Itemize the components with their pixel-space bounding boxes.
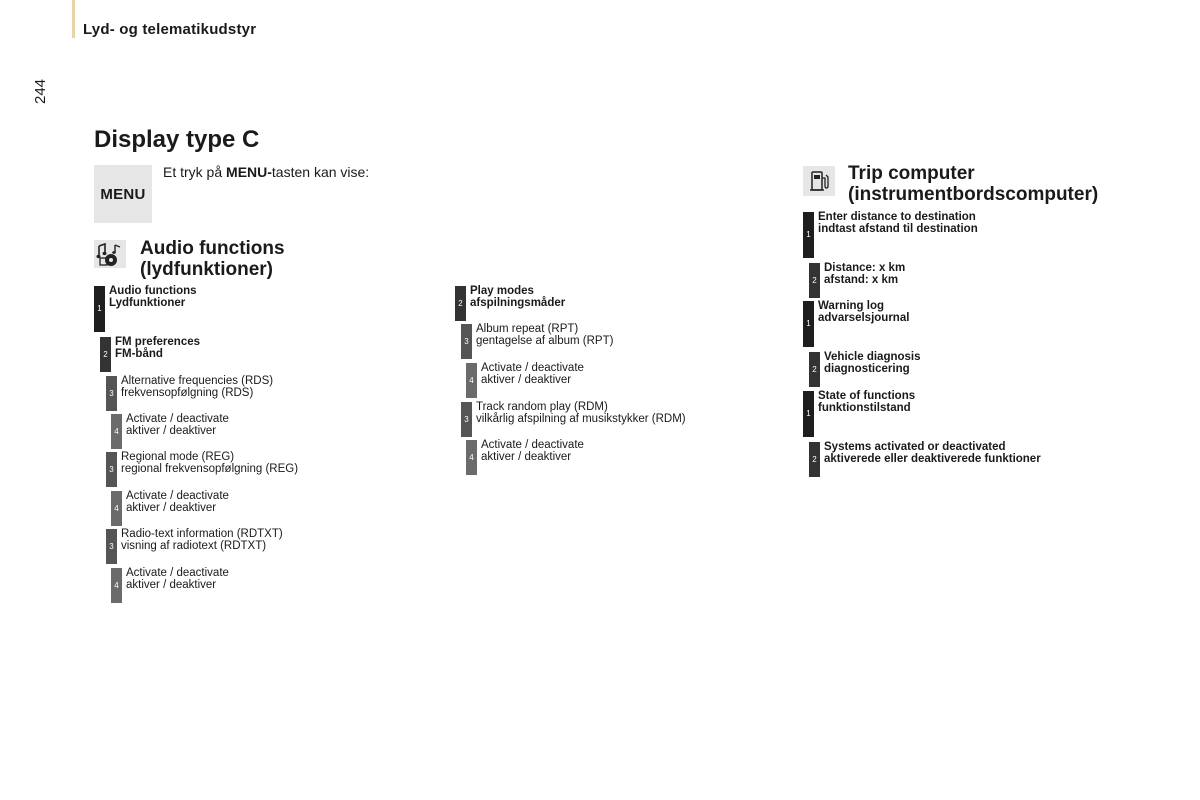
audio-functions-title (140, 238, 285, 280)
entry-label-da: aktiver / deaktiver (126, 425, 217, 437)
level-marker: 3 (106, 529, 117, 564)
menu-entry (106, 376, 273, 411)
menu-entry (809, 442, 1041, 477)
entry-label-en: Distance: x km (824, 262, 906, 274)
trip-computer-title (848, 163, 1098, 205)
entry-label-en: Warning log (818, 300, 885, 312)
entry-label-en: Regional mode (REG) (121, 451, 235, 463)
trip-title-line1: Trip computer (848, 163, 975, 184)
menu-entry (466, 363, 584, 398)
menu-entry (809, 263, 905, 298)
menu-entry (111, 414, 229, 449)
menu-entry (803, 391, 915, 437)
entry-label-da: FM-bånd (115, 348, 163, 360)
entry-label-en: Activate / deactivate (481, 362, 584, 374)
entry-label-en: Audio functions (109, 285, 197, 297)
menu-entry (106, 452, 298, 487)
menu-intro-before: Et tryk på (163, 164, 227, 180)
menu-entry (111, 568, 229, 603)
entry-label-en: Enter distance to destination (818, 211, 976, 223)
entry-label-da: diagnosticering (824, 363, 910, 375)
level-marker: 1 (803, 212, 814, 258)
entry-label-da: visning af radiotext (RDTXT) (121, 540, 267, 552)
level-marker: 4 (466, 440, 477, 475)
menu-intro-bold: MENU- (226, 164, 272, 180)
entry-label-da: regional frekvensopfølgning (REG) (121, 463, 299, 475)
music-note-disc-icon (94, 240, 126, 268)
entry-label-en: Activate / deactivate (126, 413, 229, 425)
entry-label-en: FM preferences (115, 336, 201, 348)
entry-label-da: aktiverede eller deaktiverede funktioner (824, 453, 1041, 465)
entry-label-en: Vehicle diagnosis (824, 351, 921, 363)
menu-entry (111, 491, 229, 526)
page-title: Display type C (94, 126, 260, 153)
menu-entry (466, 440, 584, 475)
menu-intro-text (163, 164, 369, 180)
entry-label-da: aktiver / deaktiver (481, 374, 572, 386)
entry-label-da: aktiver / deaktiver (126, 579, 217, 591)
level-marker: 1 (94, 286, 105, 332)
level-marker: 3 (461, 324, 472, 359)
entry-label-da: frekvensopfølgning (RDS) (121, 387, 254, 399)
level-marker: 1 (803, 301, 814, 347)
entry-label-da: aktiver / deaktiver (126, 502, 217, 514)
menu-entry (461, 402, 686, 437)
menu-key-label: MENU (100, 185, 146, 203)
entry-label-en: Systems activated or deactivated (824, 441, 1006, 453)
level-marker: 4 (111, 568, 122, 603)
audio-title-line1: Audio functions (140, 238, 285, 259)
fuel-pump-icon (803, 166, 835, 196)
page-number: 244 (32, 78, 49, 104)
entry-label-en: Activate / deactivate (481, 439, 584, 451)
menu-entry (809, 352, 921, 387)
menu-entry (100, 337, 200, 372)
entry-label-en: Play modes (470, 285, 534, 297)
menu-entry (803, 212, 978, 258)
entry-label-da: afspilningsmåder (470, 297, 566, 309)
entry-label-da: gentagelse af album (RPT) (476, 335, 614, 347)
level-marker: 2 (455, 286, 466, 321)
entry-label-da: funktionstilstand (818, 402, 911, 414)
entry-label-en: Track random play (RDM) (476, 401, 608, 413)
menu-entry (106, 529, 283, 564)
level-marker: 3 (106, 376, 117, 411)
entry-label-da: Lydfunktioner (109, 297, 186, 309)
menu-entry (94, 286, 197, 332)
header-accent-bar (72, 0, 75, 38)
menu-entry (455, 286, 565, 321)
level-marker: 2 (809, 352, 820, 387)
section-header-title: Lyd- og telematikudstyr (83, 21, 257, 38)
entry-label-en: State of functions (818, 390, 916, 402)
entry-label-da: afstand: x km (824, 274, 899, 286)
entry-label-en: Alternative frequencies (RDS) (121, 375, 274, 387)
level-marker: 3 (106, 452, 117, 487)
level-marker: 2 (809, 442, 820, 477)
level-marker: 4 (111, 491, 122, 526)
entry-label-en: Activate / deactivate (126, 490, 229, 502)
entry-label-en: Album repeat (RPT) (476, 323, 579, 335)
entry-label-da: vilkårlig afspilning af musikstykker (RDM) (476, 413, 686, 425)
level-marker: 4 (466, 363, 477, 398)
level-marker: 4 (111, 414, 122, 449)
entry-label-en: Radio-text information (RDTXT) (121, 528, 283, 540)
audio-title-line2: (lydfunktioner) (140, 259, 273, 280)
trip-title-line2: (instrumentbordscomputer) (848, 184, 1099, 205)
entry-label-da: aktiver / deaktiver (481, 451, 572, 463)
level-marker: 2 (100, 337, 111, 372)
menu-entry (803, 301, 909, 347)
level-marker: 1 (803, 391, 814, 437)
menu-entry (461, 324, 613, 359)
menu-key-icon (94, 165, 152, 223)
entry-label-da: indtast afstand til destination (818, 223, 978, 235)
entry-label-en: Activate / deactivate (126, 567, 229, 579)
entry-label-da: advarselsjournal (818, 312, 910, 324)
level-marker: 3 (461, 402, 472, 437)
menu-intro-after: tasten kan vise: (271, 164, 370, 180)
level-marker: 2 (809, 263, 820, 298)
